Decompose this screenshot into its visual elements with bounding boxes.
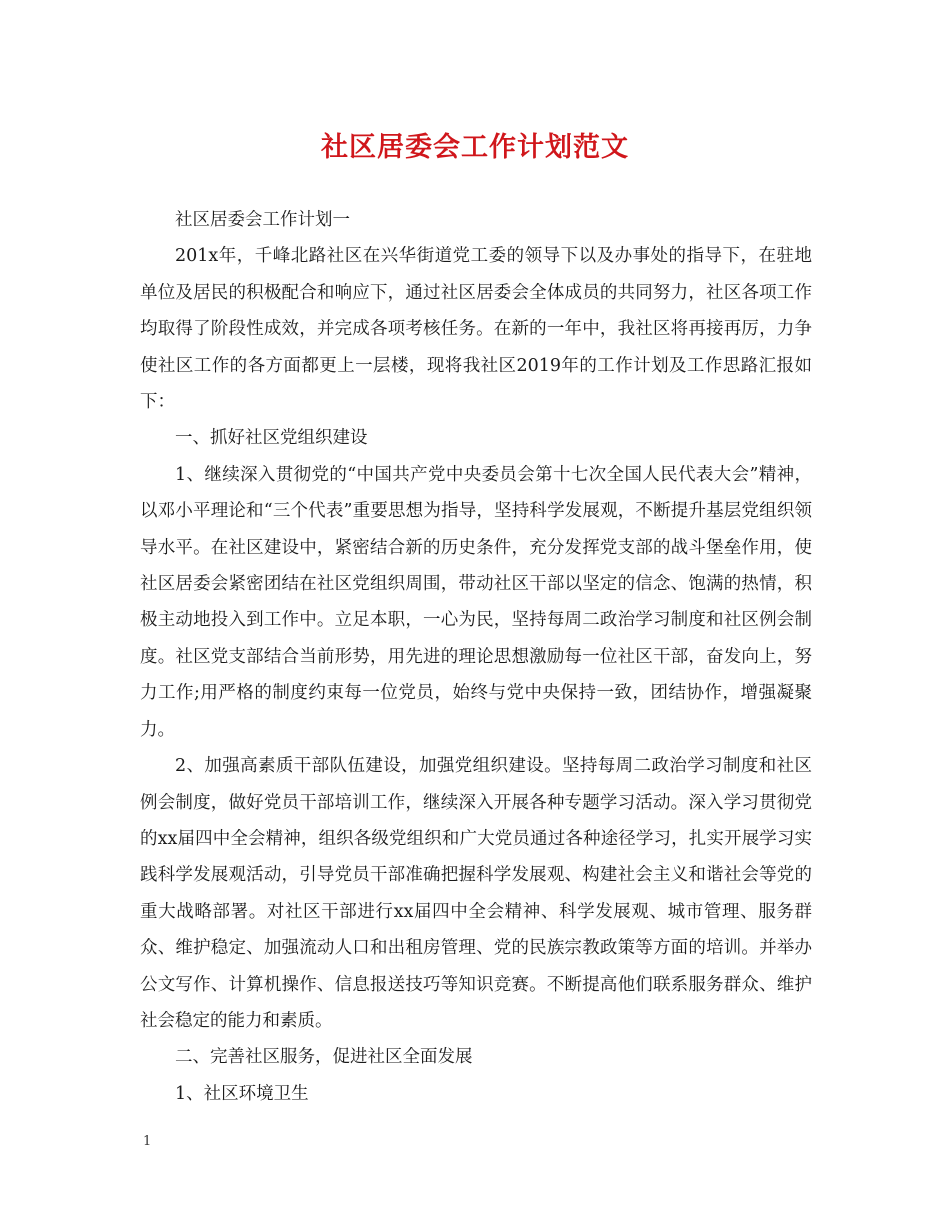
document-body [140,202,812,1112]
subheading-environment: 1、社区环境卫生 [175,1083,309,1104]
section-heading-party-building: 一、抓好社区党组织建设 [175,428,368,449]
paragraph-item-2: 2、加强高素质干部队伍建设，加强党组织建设。坚持每周二政治学习制度和社区例会制度，做好党员干部培训工作，继续深入开展各种专题学习活动。深入学习贯彻党的xx届四中全会精神，组织各级党组织和广大党员通过各种途径学习，扎实开展学习实践科学发展观活动，引导党员干部准确把握科学发展观、构建社会主义和谐社会等党的重大战略部署。对社区干部进行xx届四中全会精神、科学发展观、城市管理、服务群众、维护稳定、加强流动人口和出租房管理、党的民族宗教政策等方面的培训。并举办公文写作、计算机操作、信息报送技巧等知识竞赛。不断提高他们联系服务群众、维护社会稳定的能力和素质。 [140,756,812,1031]
page-number: 1 [143,1134,152,1149]
document-title: 社区居委会工作计划范文 [321,132,629,163]
section-heading-plan-one: 社区居委会工作计划一 [175,210,350,230]
paragraph-item-1: 1、继续深入贯彻党的“中国共产党中央委员会第十七次全国人民代表大会”精神，以邓小平理论和“三个代表”重要思想为指导，坚持科学发展观，不断提升基层党组织领导水平。在社区建设中，紧密结合新的历史条件，充分发挥党支部的战斗堡垒作用，使社区居委会紧密团结在社区党组织周围，带动社区干部以坚定的信念、饱满的热情，积极主动地投入到工作中。立足本职，一心为民，坚持每周二政治学习制度和社区例会制度。社区党支部结合当前形势，用先进的理论思想激励每一位社区干部，奋发向上，努力工作;用严格的制度约束每一位党员，始终与党中央保持一致，团结协作，增强凝聚力。 [140,464,812,740]
intro-paragraph: 201x年，千峰北路社区在兴华街道党工委的领导下以及办事处的指导下，在驻地单位及居民的积极配合和响应下，通过社区居委会全体成员的共同努力，社区各项工作均取得了阶段性成效，并完成各项考核任务。在新的一年中，我社区将再接再厉，力争使社区工作的各方面都更上一层楼，现将我社区2019年的工作计划及工作思路汇报如下： [140,246,812,413]
section-heading-community-service: 二、完善社区服务，促进社区全面发展 [175,1047,473,1068]
